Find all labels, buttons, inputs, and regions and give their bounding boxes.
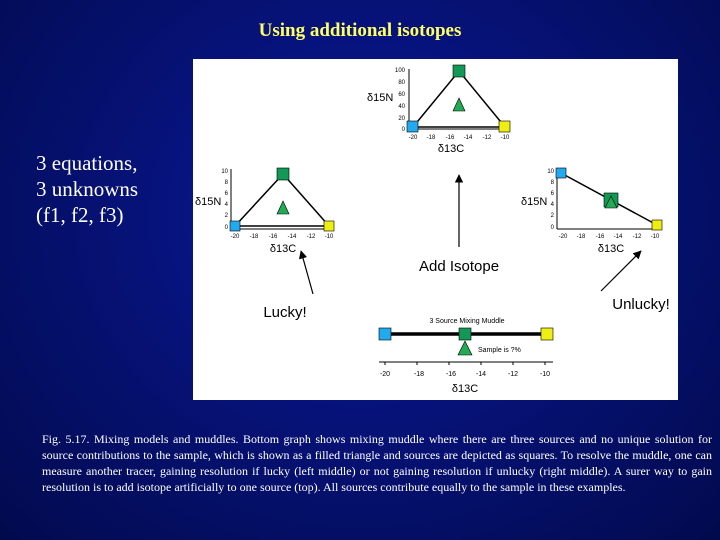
top-xtick: -20 [408, 135, 418, 141]
top-ytick: 100 [394, 68, 405, 74]
unlucky-arrow [601, 251, 641, 291]
right-xtick: -14 [613, 234, 623, 240]
bottom-xtick: -12 [507, 371, 519, 378]
top-ytick: 60 [398, 92, 405, 98]
top-sample-triangle [453, 98, 465, 111]
left-xtick: -14 [287, 234, 297, 240]
right-ytick: 0 [550, 225, 554, 231]
top-ytick: 0 [401, 127, 405, 133]
equations-line-3: (f1, f2, f3) [36, 203, 124, 227]
lucky-arrow [301, 251, 313, 294]
bottom-xtick: -10 [539, 371, 551, 378]
right-source-cyan [556, 168, 566, 178]
equations-note [36, 150, 138, 228]
left-source-green [277, 168, 289, 180]
equations-line-2: 3 unknowns [36, 177, 139, 201]
slide-title: Using additional isotopes [258, 20, 462, 41]
top-source-cyan [407, 121, 418, 132]
right-ytick: 2 [550, 213, 554, 219]
bottom-sample-triangle [458, 341, 472, 355]
right-xtick: -16 [595, 234, 605, 240]
left-plot [195, 168, 334, 255]
left-ytick: 2 [224, 213, 228, 219]
right-xtick: -18 [576, 234, 586, 240]
top-xtick: -16 [445, 135, 455, 141]
bottom-xtick: -20 [379, 371, 391, 378]
unlucky-label: Unlucky! [612, 296, 670, 313]
bottom-xtick: -18 [413, 371, 425, 378]
top-source-yellow [499, 121, 510, 132]
right-ytick: 6 [550, 191, 554, 197]
bottom-source-green [459, 328, 471, 340]
left-ylabel: δ15N [195, 196, 222, 208]
left-ytick: 4 [224, 202, 228, 208]
left-xtick: -16 [268, 234, 278, 240]
bottom-source-cyan [379, 328, 391, 340]
left-xtick: -20 [230, 234, 240, 240]
top-xtick: -14 [463, 135, 473, 141]
right-ytick: 8 [550, 180, 554, 186]
sample-note: Sample is ?% [478, 347, 521, 354]
left-sample-triangle [277, 201, 289, 214]
lucky-label: Lucky! [263, 304, 307, 321]
figure-caption: Fig. 5.17. Mixing models and muddles. Bottom graph shows mixing muddle where there are three sources and no unique solution for source contributions to the sample, which is shown as a filled triangle and sources are depicted as squares. To resolve the muddle, one can measure another tracer, gaining resolution if lucky (left middle) or not gaining resolution if unlucky (right middle). A surer way to gain resolution is to add isotope artificially to one source (top). All sources contribute equally to the sample in these examples. [42, 432, 712, 494]
mixing-models-figure [193, 59, 678, 400]
top-xlabel: δ13C [437, 143, 465, 155]
right-ytick: 10 [547, 169, 554, 175]
equations-line-1: 3 equations, [36, 151, 138, 175]
top-xtick: -12 [482, 135, 492, 141]
top-ytick: 40 [398, 104, 405, 110]
top-xtick: -18 [426, 135, 436, 141]
left-xtick: -18 [249, 234, 259, 240]
top-xtick: -10 [500, 135, 510, 141]
left-source-cyan [230, 221, 240, 231]
add-isotope-label: Add Isotope [418, 258, 500, 275]
left-ytick: 10 [221, 169, 228, 175]
right-xtick: -10 [650, 234, 660, 240]
bottom-xtick: -16 [445, 371, 457, 378]
top-ytick: 80 [398, 80, 405, 86]
left-source-yellow [324, 221, 334, 231]
right-ytick: 4 [550, 202, 554, 208]
left-xtick: -12 [306, 234, 316, 240]
left-ytick: 6 [224, 191, 228, 197]
right-xtick: -20 [558, 234, 568, 240]
figure-canvas [193, 59, 678, 400]
left-ytick: 8 [224, 180, 228, 186]
left-ytick: 0 [224, 225, 228, 231]
mixing-muddle-label: 3 Source Mixing Muddle [429, 318, 505, 325]
top-source-green [453, 65, 465, 77]
bottom-source-yellow [541, 328, 553, 340]
bottom-plot [379, 318, 553, 395]
right-xlabel: δ13C [597, 243, 625, 255]
right-plot [521, 168, 662, 255]
top-plot [367, 65, 510, 155]
bottom-xlabel: δ13C [451, 383, 479, 395]
bottom-xtick: -14 [475, 371, 487, 378]
top-ylabel: δ15N [367, 92, 394, 104]
left-xtick: -10 [324, 234, 334, 240]
left-xlabel: δ13C [269, 243, 297, 255]
top-ytick: 20 [398, 116, 405, 122]
right-xtick: -12 [632, 234, 642, 240]
right-ylabel: δ15N [521, 196, 548, 208]
right-source-yellow [652, 220, 662, 230]
